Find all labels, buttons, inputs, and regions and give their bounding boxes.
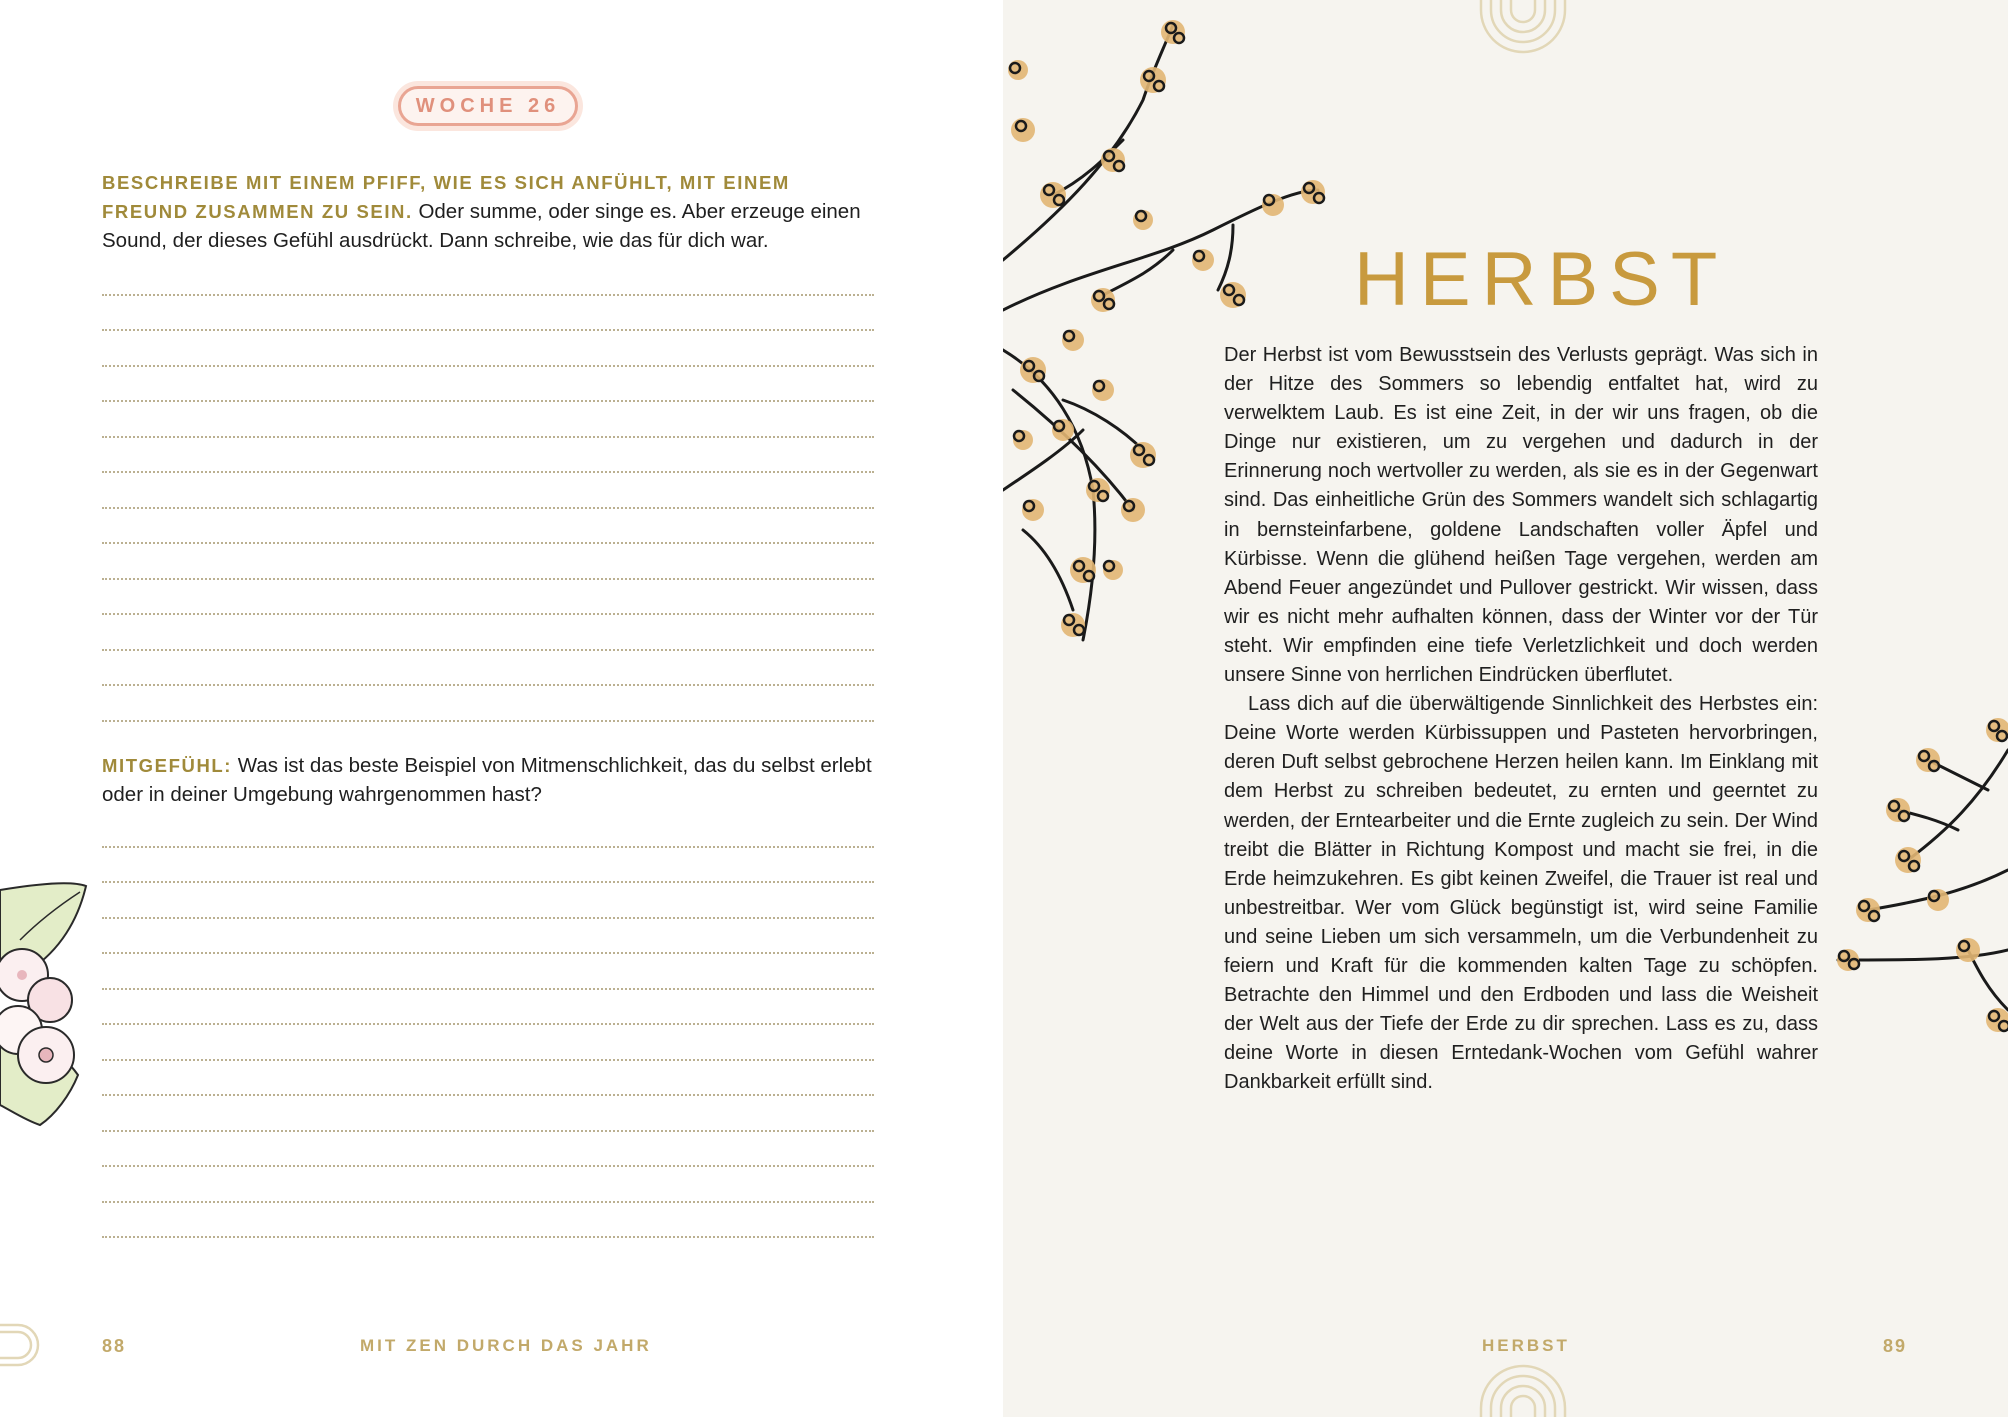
writing-line[interactable] <box>102 686 874 722</box>
writing-line[interactable] <box>102 509 874 545</box>
writing-line[interactable] <box>102 331 874 367</box>
paragraph: Der Herbst ist vom Bewusstsein des Verlusts geprägt. Was sich in der Hitze des Sommers so lebendig entfaltet hat, wird zu verwelktem Laub. Es ist eine Zeit, in der wir uns fragen, ob die Dinge nur existieren, um zu vergehen und dadurch in der Erinnerung noch wertvoller zu werden, als sie es in der Gegenwart sind. Das einheitliche Grün des Sommers wandelt sich schlagartig in bernsteinfarbene, goldene Landschaften voller Äpfel und Kürbisse. Wenn die glühend heißen Tage vergehen, werden am Abend Feuer angezündet und Pullover gestrickt. Wir wissen, dass wir es nicht mehr aufhalten können, dass der Winter vor der Tür steht. Wir empfinden eine tiefe Verletzlichkeit und doch werden unsere Sinne von herrlichen Eindrücken überflutet. <box>1224 344 1818 687</box>
arch-ornament-icon <box>1478 0 1568 56</box>
writing-prompt-2 <box>102 751 874 809</box>
arch-ornament-icon <box>0 1323 42 1367</box>
writing-line[interactable] <box>102 954 874 990</box>
writing-line[interactable] <box>102 1203 874 1239</box>
apple-blossom-icon <box>0 880 90 1130</box>
chapter-body <box>1224 341 1818 1097</box>
writing-line[interactable] <box>102 1061 874 1097</box>
running-title-left: MIT ZEN DURCH DAS JAHR <box>360 1336 652 1355</box>
writing-line[interactable] <box>102 1096 874 1132</box>
writing-line[interactable] <box>102 883 874 919</box>
writing-line[interactable] <box>102 651 874 687</box>
page-number-right: 89 <box>1883 1336 1908 1356</box>
writing-line[interactable] <box>102 615 874 651</box>
writing-lines-1[interactable] <box>102 260 874 722</box>
arch-ornament-icon <box>1478 1362 1568 1417</box>
paragraph: Lass dich auf die überwältigende Sinnlichkeit des Herbstes ein: Deine Worte werden Kürbissuppen und Pasteten hervorbringen, deren Duft selbst gebrochene Herzen heilen kann. Im Einklang mit dem Herbst zu schreiben bedeutet, zu ernten und geerntet zu werden, der Erntearbeiter und die Ernte zugleich zu sein. Der Wind treibt die Blätter in Richtung Kompost und macht sie frei, in die Erde heimzukehren. Es gibt keinen Zweifel, die Trauer ist real und unbestreitbar. Wer vom Glück begünstigt ist, wird seine Familie und seine Lieben um sich versammeln, um die Verbundenheit zu feiern und Kraft für die kommenden kalten Tage zu schöpfen. Betrachte den Himmel und den Erdboden und lass die Weisheit der Welt aus der Tiefe der Erde zu dir sprechen. Lass es zu, dass deine Worte in diesen Erntedank-Wochen vom Gefühl wahrer Dankbarkeit erfüllt sind. <box>1224 693 1818 1094</box>
prompt-2-text: Was ist das beste Beispiel von Mitmenschlichkeit, das du selbst erlebt oder in deiner Umgebung wahrgenommen hast? <box>102 754 872 806</box>
writing-line[interactable] <box>102 580 874 616</box>
writing-line[interactable] <box>102 812 874 848</box>
writing-line[interactable] <box>102 438 874 474</box>
autumn-branch-icon <box>1838 710 2008 1060</box>
writing-line[interactable] <box>102 544 874 580</box>
writing-line[interactable] <box>102 848 874 884</box>
writing-line[interactable] <box>102 1025 874 1061</box>
page-number-left: 88 <box>102 1336 127 1356</box>
left-page <box>0 0 1003 1417</box>
prompt-1-lead: BESCHREIBE MIT EINEM PFIFF, WIE ES SICH ANFÜHLT, MIT EINEM FREUND ZUSAMMEN ZU SEIN. <box>102 172 790 222</box>
chapter-title: HERBST <box>1354 237 1729 322</box>
writing-prompt-1 <box>102 168 874 255</box>
writing-line[interactable] <box>102 1132 874 1168</box>
writing-lines-2[interactable] <box>102 812 874 1238</box>
prompt-1-text: Oder summe, oder singe es. Aber erzeuge einen Sound, der dieses Gefühl ausdrückt. Dann schreibe, wie das für dich war. <box>102 200 861 252</box>
writing-line[interactable] <box>102 367 874 403</box>
writing-line[interactable] <box>102 402 874 438</box>
writing-line[interactable] <box>102 260 874 296</box>
writing-line[interactable] <box>102 296 874 332</box>
writing-line[interactable] <box>102 990 874 1026</box>
running-title-right: HERBST <box>1482 1336 1570 1355</box>
prompt-2-lead: MITGEFÜHL: <box>102 755 233 776</box>
writing-line[interactable] <box>102 473 874 509</box>
week-badge: WOCHE 26 <box>398 86 578 126</box>
writing-line[interactable] <box>102 1167 874 1203</box>
writing-line[interactable] <box>102 919 874 955</box>
